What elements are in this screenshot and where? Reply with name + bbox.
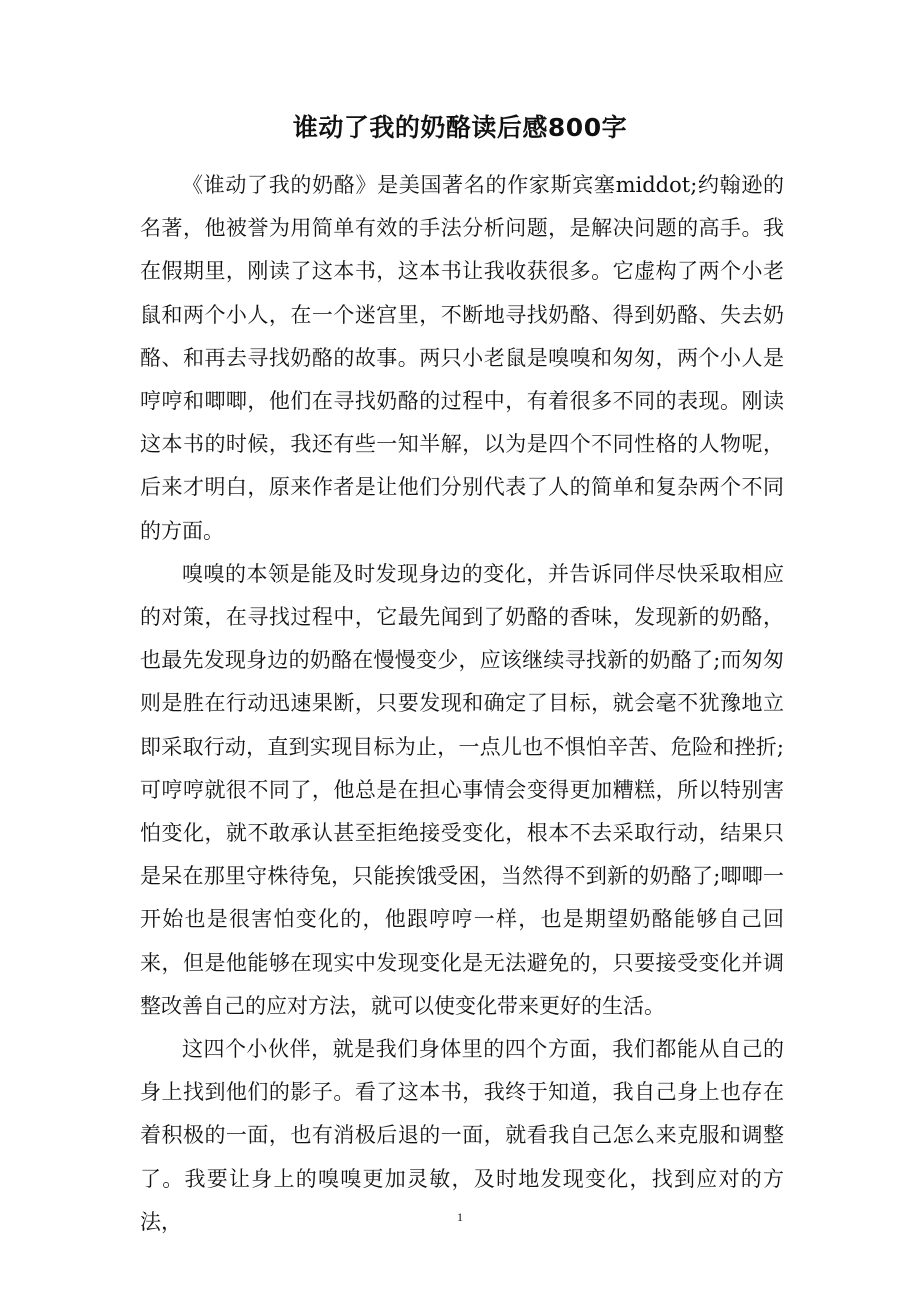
paragraph-1: 《谁动了我的奶酪》是美国著名的作家斯宾塞middot;约翰逊的名著，他被誉为用简单有效的手法分析问题，是解决问题的高手。我在假期里，刚读了这本书，这本书让我收获很多。它虚构了两个小老鼠和两个小人，在一个迷宫里，不断地寻找奶酪、得到奶酪、失去奶酪、和再去寻找奶酪的故事。两只小老鼠是嗅嗅和匆匆，两个小人是哼哼和唧唧，他们在寻找奶酪的过程中，有着很多不同的表现。刚读这本书的时候，我还有些一知半解，以为是四个不同性格的人物呢，后来才明白，原来作者是让他们分别代表了人的简单和复杂两个不同的方面。 <box>140 173 784 543</box>
document-title: 谁动了我的奶酪读后感800字 <box>292 113 628 142</box>
paragraph-2: 嗅嗅的本领是能及时发现身边的变化，并告诉同伴尽快采取相应的对策，在寻找过程中，它最先闻到了奶酪的香味，发现新的奶酪，也最先发现身边的奶酪在慢慢变少，应该继续寻找新的奶酪了;而匆匆则是胜在行动迅速果断，只要发现和确定了目标，就会毫不犹豫地立即采取行动，直到实现目标为止，一点儿也不惧怕辛苦、危险和挫折;可哼哼就很不同了，他总是在担心事情会变得更加糟糕，所以特别害怕变化，就不敢承认甚至拒绝接受变化，根本不去采取行动，结果只是呆在那里守株待兔，只能挨饿受困，当然得不到新的奶酪了;唧唧一开始也是很害怕变化的，他跟哼哼一样，也是期望奶酪能够自己回来，但是他能够在现实中发现变化是无法避免的，只要接受变化并调整改善自己的应对方法，就可以使变化带来更好的生活。 <box>140 561 784 1018</box>
document-body <box>140 164 784 1244</box>
paragraph-3: 这四个小伙伴，就是我们身体里的四个方面，我们都能从自己的身上找到他们的影子。看了这本书，我终于知道，我自己身上也存在着积极的一面，也有消极后退的一面，就看我自己怎么来克服和调整了。我要让身上的嗅嗅更加灵敏，及时地发现变化，找到应对的方法， <box>140 1037 784 1234</box>
page-number: 1 <box>457 1210 463 1224</box>
